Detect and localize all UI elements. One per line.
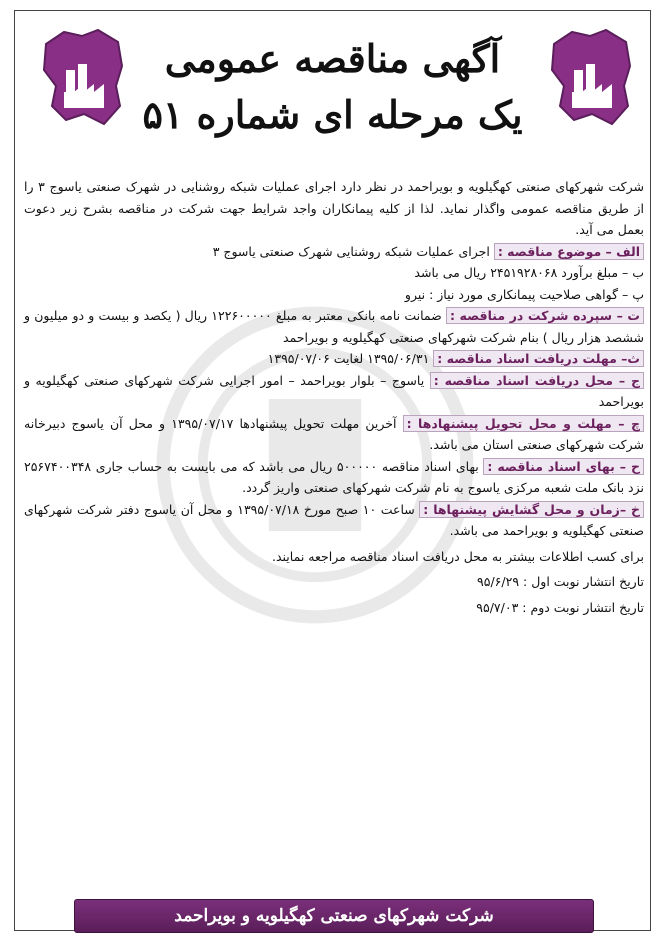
item-text: بهای اسناد مناقصه ۵۰۰۰۰۰ ریال می باشد که می بایست به حساب جاری ۲۵۶۷۴۰۰۳۴۸ نزد بانک ملت شعبه مرکزی یاسوج به نام شرکت شهرکهای صنعتی واریز گردد. [24, 458, 644, 495]
item-label: الف – موضوع مناقصه : [494, 243, 644, 260]
item-estimate [24, 262, 644, 284]
item-doc-price [24, 456, 644, 499]
item-text: آخرین مهلت تحویل پیشنهادها ۱۳۹۵/۰۷/۱۷ و محل آن یاسوج دبیرخانه شرکت شهرکهای صنعتی استان می باشد. [24, 415, 644, 452]
item-text: ۱۳۹۵/۰۶/۳۱ لغایت ۱۳۹۵/۰۷/۰۶ [267, 351, 430, 366]
item-doc-deadline [24, 348, 644, 370]
item-subject [24, 241, 644, 263]
item-text: ساعت ۱۰ صبح مورخ ۱۳۹۵/۰۷/۱۸ و محل آن یاسوج دفتر شرکت شهرکهای صنعتی کهگیلویه و بویراحمد می باشد. [24, 501, 644, 538]
item-text: پ – گواهی صلاحیت پیمانکاری مورد نیاز : نیرو [404, 286, 644, 302]
item-label: ت – سپرده شرکت در مناقصه : [446, 307, 644, 324]
item-label: ح – بهای اسناد مناقصه : [483, 458, 644, 475]
footer-banner: شرکت شهرکهای صنعتی کهگیلویه و بویراحمد [74, 899, 594, 933]
more-info: برای کسب اطلاعات بیشتر به محل دریافت اسناد مناقصه مراجعه نمایند. [272, 548, 644, 564]
item-text: یاسوج – بلوار بویراحمد – امور اجرایی شرکت شهرکهای صنعتی کهگیلویه و بویراحمد [24, 372, 644, 409]
page-title: آگهی مناقصه عمومی [164, 36, 501, 81]
announcement-body [24, 176, 644, 618]
item-deposit [24, 305, 644, 348]
item-submission [24, 413, 644, 456]
item-text: ضمانت نامه بانکی معتبر به مبلغ ۱۲۲۶۰۰۰۰۰ ریال ( یکصد و بیست و دو میلیون و ششصد هزار ریال ) بنام شرکت شهرکهای صنعتی کهگیلویه و بویراحمد [24, 308, 644, 345]
item-opening [24, 499, 644, 542]
item-text: اجرای عملیات شبکه روشنایی شهرک صنعتی یاسوج ۳ [212, 243, 490, 259]
tender-number: یک مرحله ای شماره ۵۱ [142, 92, 523, 137]
item-label: چ – مهلت و محل تحویل پیشنهادها : [403, 415, 644, 432]
item-label: ج – محل دریافت اسناد مناقصه : [430, 372, 644, 389]
publish-date-second: تاریخ انتشار نوبت دوم : ۹۵/۷/۰۳ [476, 599, 644, 615]
item-doc-location [24, 370, 644, 413]
item-label: خ –زمان و محل گشایش پیشنهاها : [419, 501, 644, 518]
item-text: ب – مبلغ برآورد ۲۴۵۱۹۲۸۰۶۸ ریال می باشد [414, 265, 644, 280]
publish-date-first: تاریخ انتشار نوبت اول : ۹۵/۶/۲۹ [477, 574, 644, 589]
intro-paragraph: شرکت شهرکهای صنعتی کهگیلویه و بویراحمد در نظر دارد اجرای عملیات شبکه روشنایی در شهرک صنعتی یاسوج ۳ را از طریق مناقصه عمومی واگذار نماید. لذا از کلیه پیمانکاران واجد شرایط جهت شرکت در مناقصه بشرح زیر دعوت بعمل می آید. [24, 179, 645, 237]
item-label: ث– مهلت دریافت اسناد مناقصه : [433, 350, 644, 367]
item-qualification [24, 284, 644, 306]
